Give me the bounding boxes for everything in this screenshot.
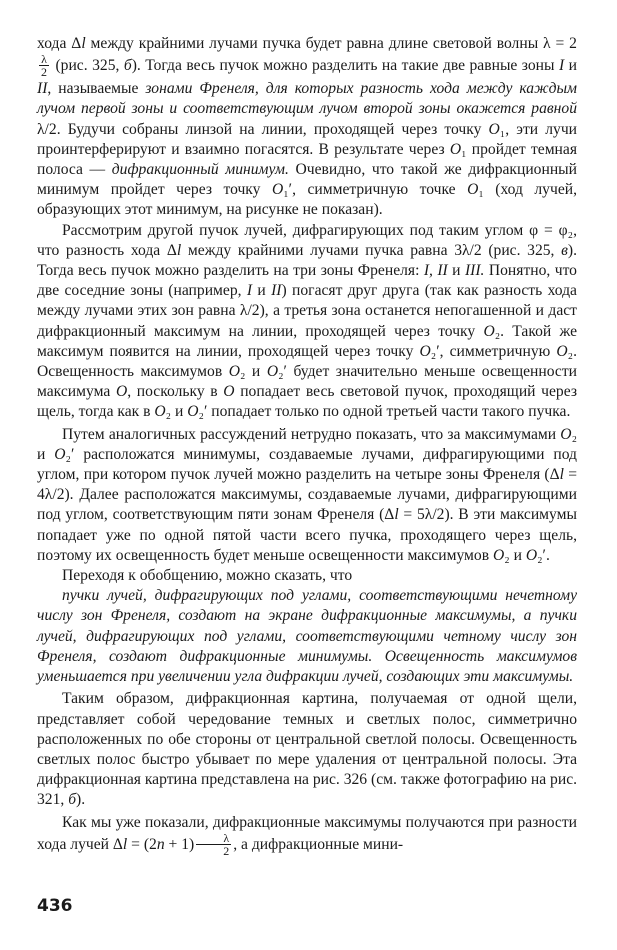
fraction-lambda-over-2: $\frac{\lambda}{2}$: [196, 832, 231, 857]
paragraph-3: Путем аналогичных рассуждений нетрудно показать, что за максимумами O₂ и O₂′ расположатся минимумы, создаваемые лучами, дифрагирующими под углом, при котором пучок лучей можно разделить на четыре зоны Френеля (Δl = 4λ/2). Далее расположатся максимумы, создаваемые лучами, дифрагирующими под углом, соответствующим пяти зонам Френеля (Δl = 5λ/2). В эти максимумы попадает уже по одной пятой части всего пучка, проходящего через щель, поэтому их освещенность будет меньше освещенности максимумов O₂ и O₂′.: [37, 425, 577, 564]
paragraph-1: хода Δl между крайними лучами пучка будет равна длине световой волны λ = 2 $\frac{\lambda}{2}$ (рис. 325, б). Тогда весь пучок можно разделить на такие две равные зоны I и II, называемые зонами Френеля, для которых разность хода между каждым лучом первой зоны и соответствующим лучом второй зоны окажется равной λ/2. Будучи собраны линзой на линии, проходящей через точку O₁, эти лучи проинтерферируют и взаимно погасятся. В результате через O₁ пройдет темная полоса — дифракционный минимум. Очевидно, что такой же дифракционный минимум пройдет через точку O₁′, симметричную точке O₁ (ход лучей, образующих этот минимум, на рисунке не показан).: [37, 35, 578, 219]
paragraph-4-statement: пучки лучей, дифрагирующих под углами, соответствующими нечетному числу зон Френеля, создают на экране дифракционные максимумы, а пучки лучей, дифрагирующих под углами, соответствующими четному числу зон Френеля, создают дифракционные минимумы. Освещенность максимумов уменьшается при увеличении угла дифракции лучей, создающих эти максимумы.: [37, 587, 577, 686]
fresnel-zones-definition: зонами Френеля, для которых разность хода между каждым лучом первой зоны и соответствующим лучом второй зоны окажется равной: [37, 80, 577, 118]
paragraph-4-intro: Переходя к обобщению, можно сказать, что: [62, 567, 353, 585]
body-text: [37, 34, 577, 858]
fraction-lambda-over-2: $\frac{\lambda}{2}$: [41, 52, 47, 80]
paragraph-5: Таким образом, дифракционная картина, получаемая от одной щели, представляет собой чередование темных и светлых полос, симметрично расположенных по обе стороны от центральной светлой полосы. Освещенность светлых полос быстро убывает по мере удаления от центральной полосы. Эта дифракционная картина представлена на рис. 326 (см. также фотографию на рис. 321, б).: [37, 690, 578, 809]
paragraph-2: Рассмотрим другой пучок лучей, дифрагирующих под таким углом φ = φ₂, что разность хода Δl между крайними лучами пучка равна 3λ/2 (рис. 325, в). Тогда весь пучок можно разделить на три зоны Френеля: I, II и III. Понятно, что две соседние зоны (например, I и II) погасят друг друга (так как разность хода между лучами этих зон равна λ/2), а третья зона останется непогашенной и даст дифракционный максимум на линии, проходящей через точку O₂. Такой же максимум появится на линии, проходящей через точку O₂′, симметричную O₂. Освещенность максимумов O₂ и O₂′ будет значительно меньше освещенности максимума O, поскольку в O попадает весь световой пучок, проходящий через щель, тогда как в O₂ и O₂′ попадает только по одной третьей части такого пучка.: [37, 221, 577, 421]
page-number: 436: [37, 896, 73, 916]
paragraph-6: Как мы уже показали, дифракционные максимумы получаются при разности хода лучей Δl = (2n + 1) $\frac{\lambda}{2}$ , а дифракционные мини-: [37, 813, 577, 858]
diffraction-minimum-term: дифракционный минимум.: [111, 161, 289, 179]
